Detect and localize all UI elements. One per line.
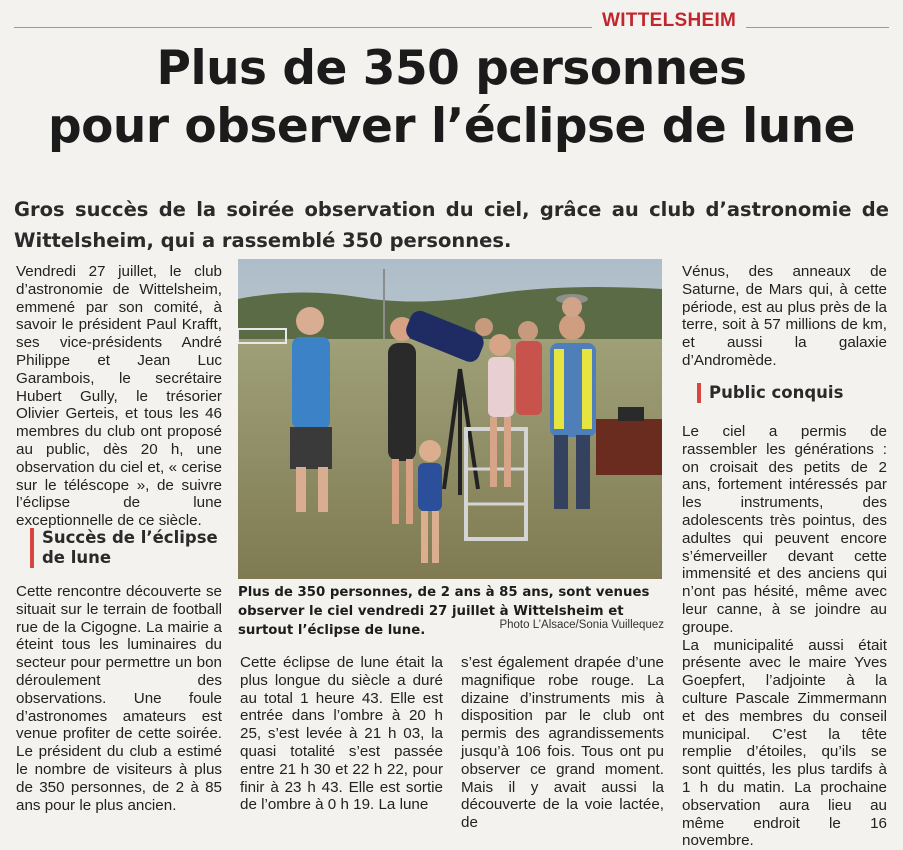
municipality-paragraph: La municipalité aussi était présente avec le maire Yves Goepfert, l’adjointe à la culture Pascale Zimmermann et des membres du conseil municipal. C’est la tête remplie d’étoiles, qu’ils se sont quittés, les plus tardifs à 1 h du matin. La prochaine observation aura lieu au même endroit le 16 novembre. [682,636,887,850]
eclipse-duration-paragraph: Cette éclipse de lune était la plus longue du siècle a duré au total 1 heure 43. Elle est entrée dans l’ombre à 20 h 25, s’est levée à 21 h 03, la quasi totalité s’est passée entre 21 h 30 et 22 h 22, pour finir à 23 h 43. Elle est sortie de l’ombre à 0 h 19. La lune [240,654,443,814]
article-lead: Gros succès de la soirée observation du ciel, grâce au club d’astronomie de Wittelsheim, qui a rassemblé 350 personnes. [14,198,889,252]
telescope-group-photo [238,259,662,579]
column-4-top [682,263,887,370]
top-rule [14,27,889,28]
article-headline [14,40,889,156]
column-1-body [16,583,222,814]
eclipse-success-paragraph: Cette rencontre découverte se situait sur le terrain de football rue de la Cigogne. La mairie a éteint tous les luminaires du secteur pour permettre un bon déroulement des observations. Une foule d’astronomes amateurs est venue profiter de cette soirée. Le président du club a estimé le nombre de visiteurs à plus de 350 personnes, de 2 à 85 ans pour le plus ancien. [16,583,222,814]
section-label: WITTELSHEIM [592,10,746,32]
subheading-eclipse-success: Succès de l’éclipse de lune [30,528,222,568]
headline-line-2: pour observer l’éclipse de lune [47,99,856,154]
headline-line-1: Plus de 350 personnes [156,41,747,96]
instruments-paragraph: s’est également drapée d’une magnifique robe rouge. La dizaine d’instruments mis à disposition par le club ont permis des agrandissements jusqu’à 106 fois. Tous ont pu observer ce grand moment. Mais il y avait aussi la découverte de la voie lactée, de [461,654,664,832]
subheading-public: Public conquis [697,383,879,403]
planets-paragraph: Vénus, des anneaux de Saturne, de Mars qui, à cette période, est au plus près de la terre, soit à 57 millions de km, et aussi la galaxie d’Andromède. [682,263,887,369]
intro-paragraph: Vendredi 27 juillet, le club d’astronomie de Wittelsheim, emmené par son comité, à savoir le président Paul Krafft, ses vice-présidents André Philippe et Jean Luc Garambois, le secrétaire Hubert Gully, le trésorier Olivier Gerteis, et tous les 46 membres du club ont proposé au public, dès 20 h, une observation du ciel et, « cerise sur le téléscope », de suivre l’éclipse de lune exceptionnelle de ce siècle. [16,263,222,530]
photo-credit: Photo L’Alsace/Sonia Vuillequez [499,619,664,631]
column-4-body [682,423,887,850]
generations-paragraph: Le ciel a permis de rassembler les générations : on croisait des petits de 2 ans, fortement intéressés par les instruments, des adolescents très pointus, des adultes qui peuvent encore s’émerveiller devant cette immensité et des anciens qui n’ont pas hésité, même avec leur canne, à se joindre au groupe. [682,423,887,636]
column-2 [240,654,443,814]
column-1-intro [16,263,222,530]
column-3 [461,654,664,832]
photo-caption: Plus de 350 personnes, de 2 ans à 85 ans, sont venues observer le ciel vendredi 27 juillet à Wittelsheim et surtout l’éclipse de lune. [238,585,650,638]
article-photo [238,259,662,579]
